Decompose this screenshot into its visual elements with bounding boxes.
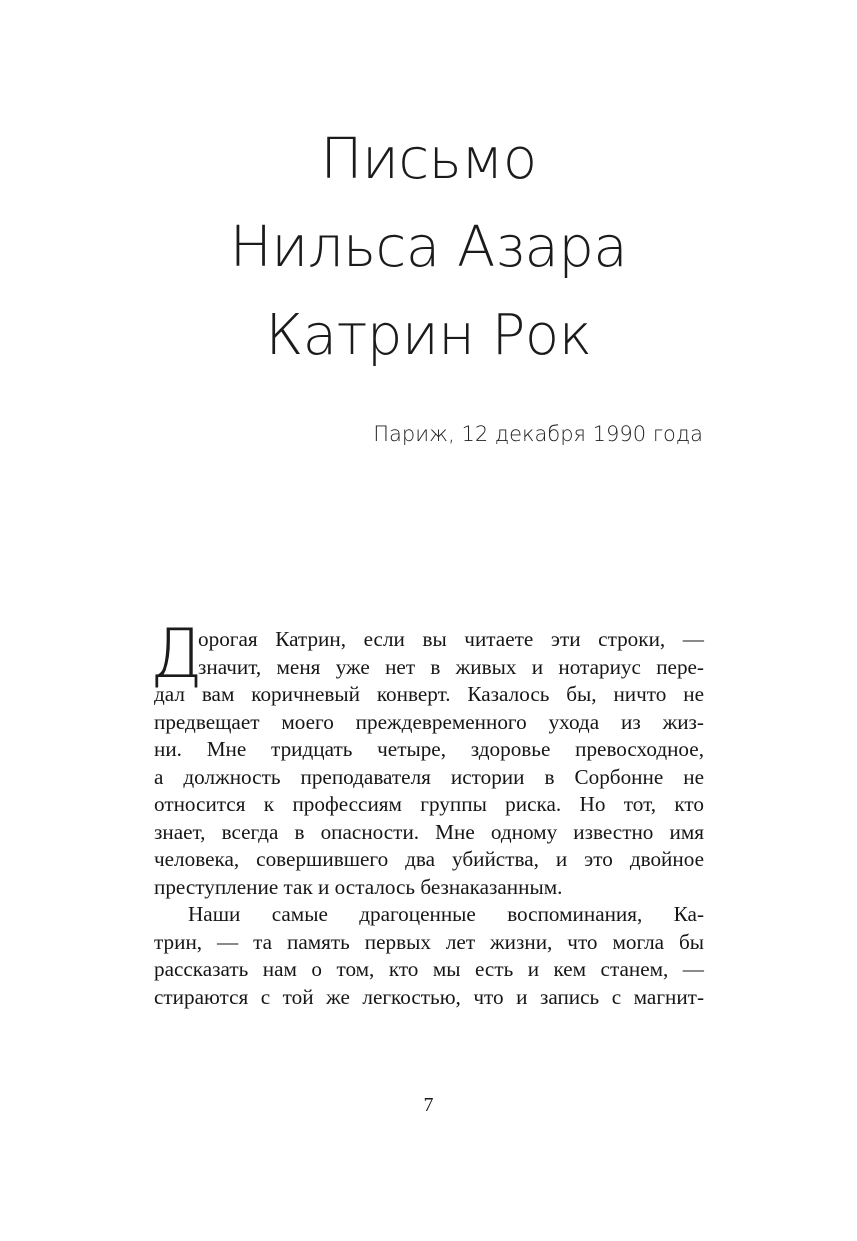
text-line: преступление так и осталось безнаказанным. bbox=[154, 874, 563, 899]
page-number: 7 bbox=[423, 1094, 434, 1116]
text-line: дал вам коричневый конверт. Казалось бы, ничто не bbox=[154, 682, 704, 706]
text-line: значит, меня уже нет в живых и нотариус пере- bbox=[198, 654, 704, 679]
chapter-title bbox=[0, 116, 857, 380]
drop-cap: Д bbox=[150, 615, 203, 694]
text-line: человека, совершившего два убийства, и это двойное bbox=[154, 847, 704, 871]
letter-dateline: Париж, 12 декабря 1990 года bbox=[373, 422, 703, 446]
text-line: трин, — та память первых лет жизни, что могла бы bbox=[154, 929, 704, 954]
text-line: стираются с той же легкостью, что и запись с магнит- bbox=[154, 984, 704, 1009]
text-line: Наши самые драгоценные воспоминания, Ка- bbox=[188, 902, 704, 926]
text-line: знает, всегда в опасности. Мне одному известно имя bbox=[154, 819, 704, 844]
text-line: предвещает моего преждевременного ухода из жиз- bbox=[154, 709, 704, 734]
paragraph-1 bbox=[150, 615, 704, 901]
letter-body bbox=[150, 615, 704, 1011]
text-line: ни. Мне тридцать четыре, здоровье превосходное, bbox=[154, 737, 704, 761]
text-line: а должность преподавателя истории в Сорбонне не bbox=[154, 764, 704, 789]
text-line: относится к профессиям группы риска. Но тот, кто bbox=[154, 792, 704, 816]
chapter-title-line-3: Катрин Рок bbox=[265, 303, 592, 368]
text-line-content: орогая Катрин, если вы читаете эти строки, — bbox=[198, 627, 704, 651]
chapter-title-line-1: Письмо bbox=[320, 127, 537, 192]
text-line: рассказать нам о том, кто мы есть и кем станем, — bbox=[154, 957, 704, 981]
paragraph-2 bbox=[154, 901, 704, 1011]
chapter-title-line-2: Нильса Азара bbox=[229, 215, 628, 280]
